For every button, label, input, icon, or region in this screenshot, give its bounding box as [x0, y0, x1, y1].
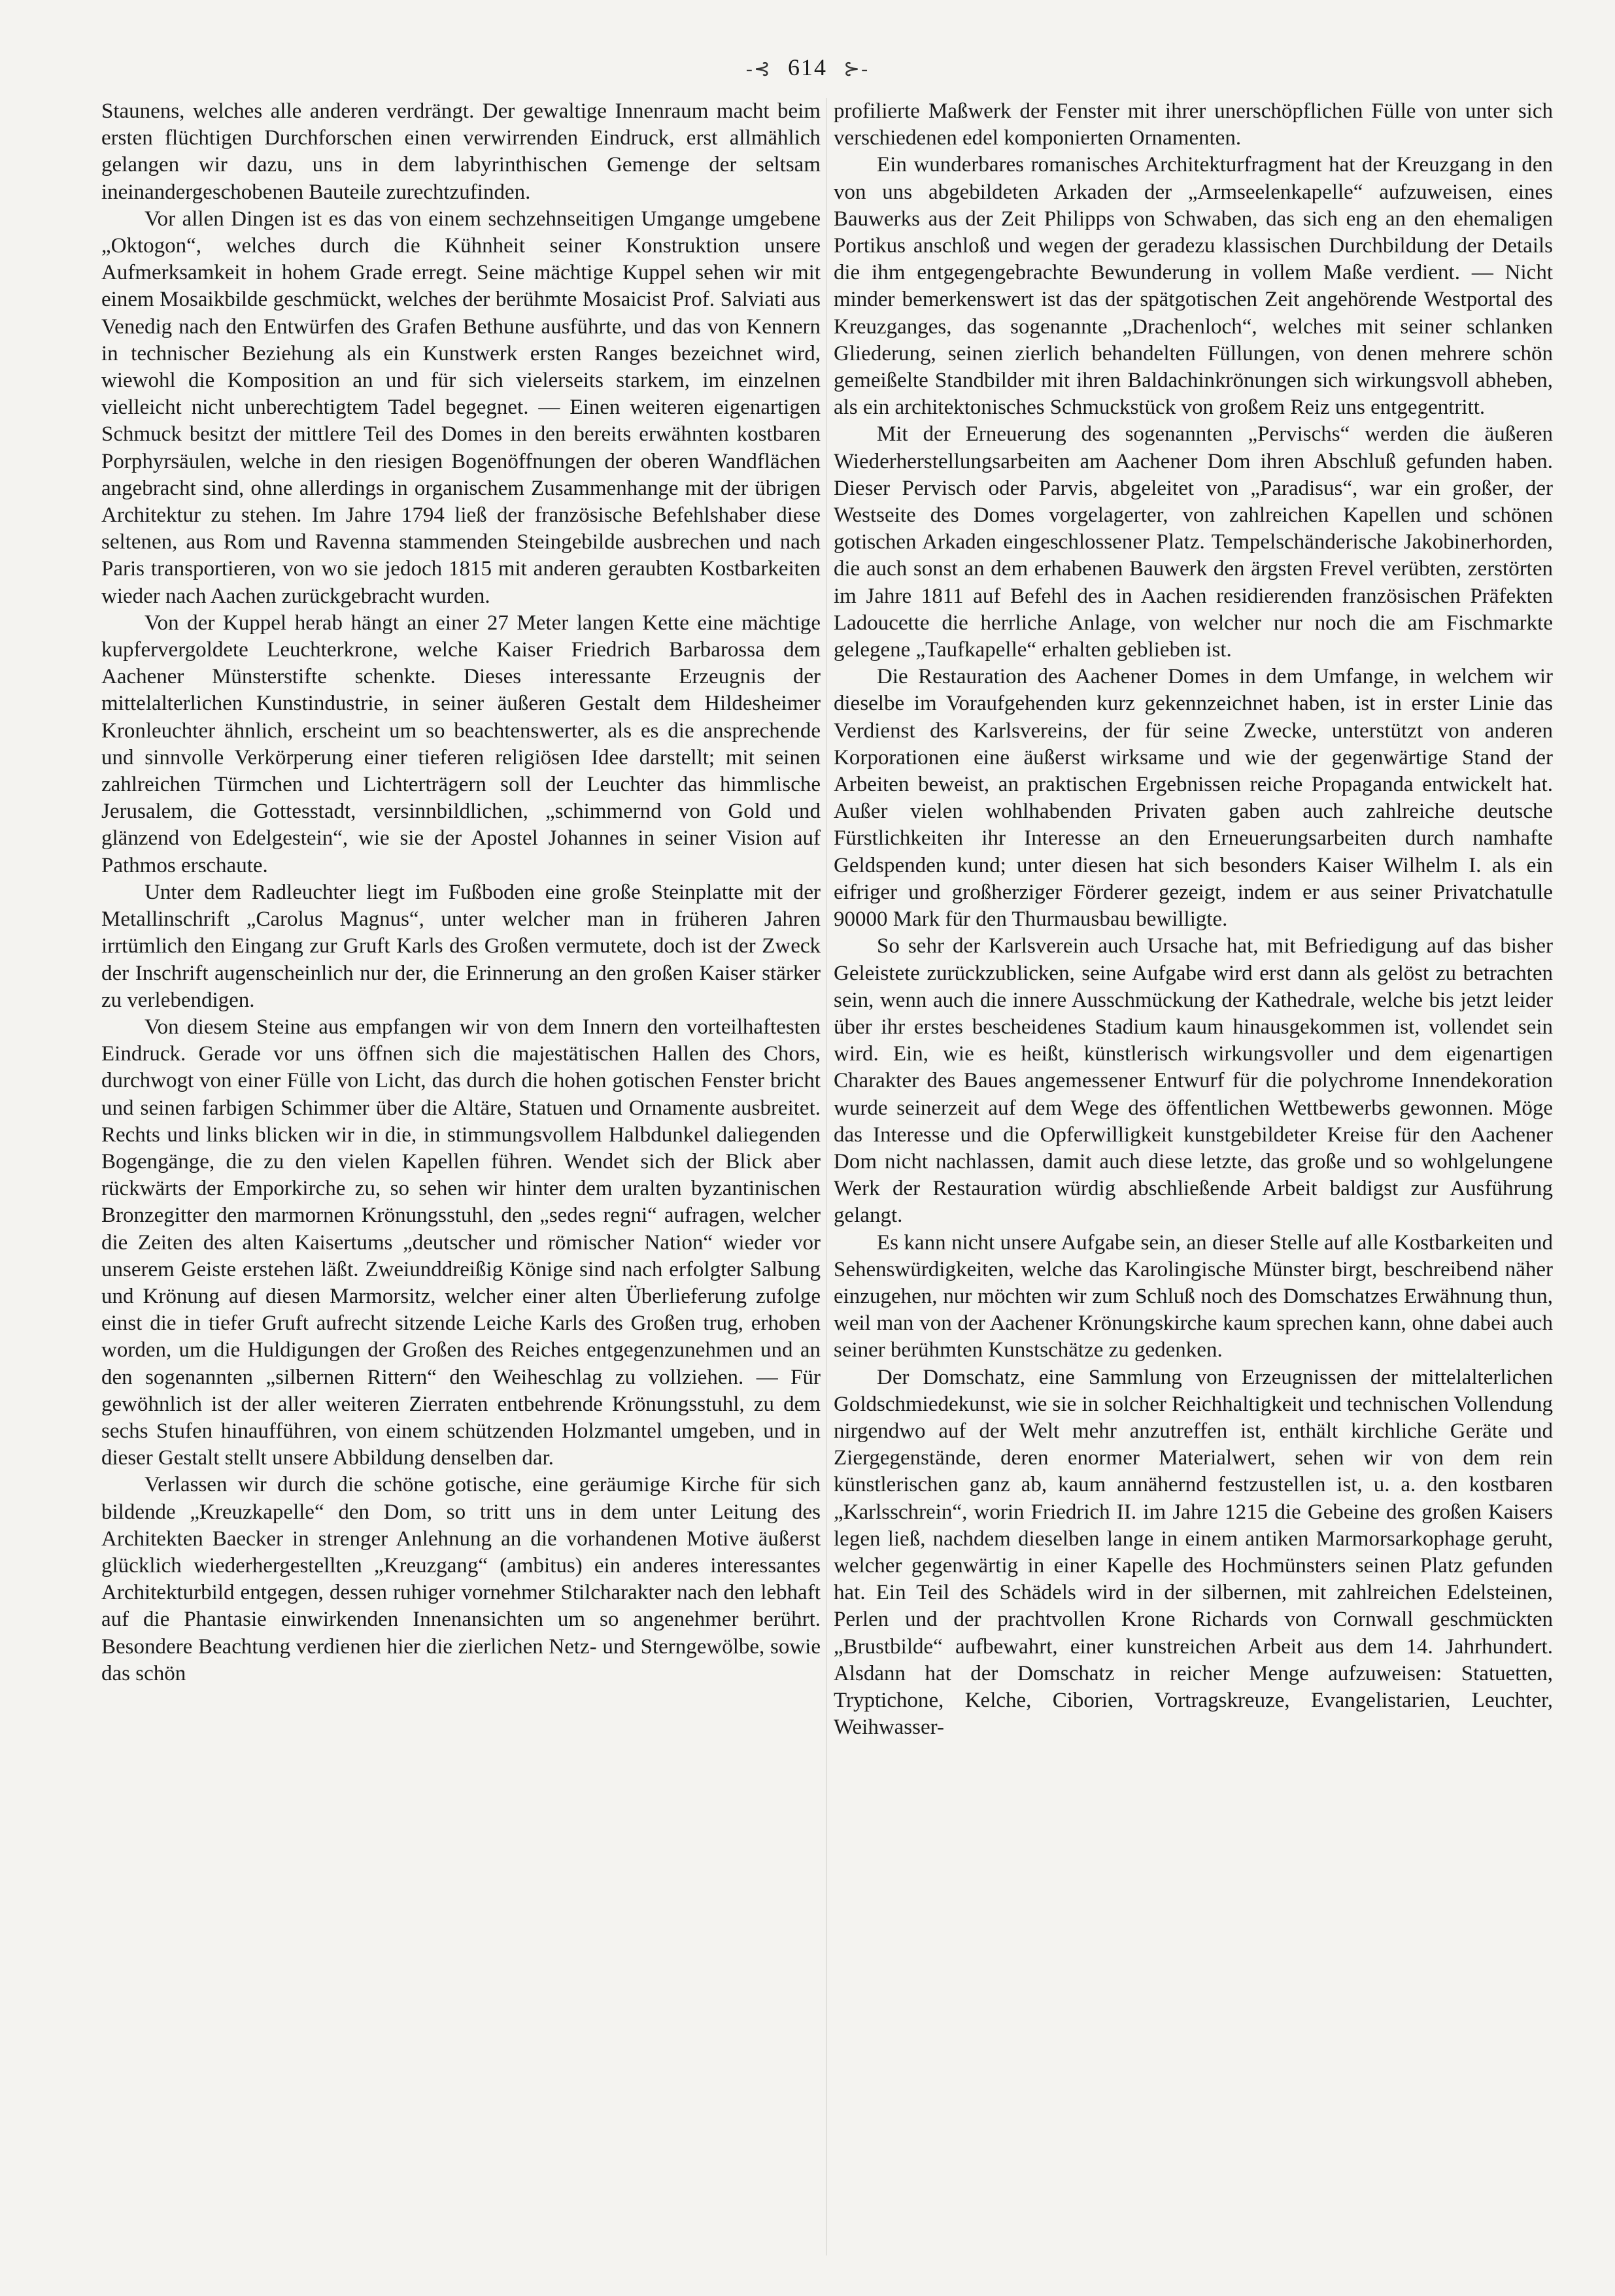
text-column-left [101, 98, 821, 2255]
ornament-right: ⊱- [843, 58, 870, 80]
paragraph: Die Restauration des Aachener Domes in dem Umfange, in welchem wir dieselbe im Voraufgehenden kurz gekennzeichnet haben, ist in erster Linie das Verdienst des Karlsvereins, der für seine Zwecke, unterstützt von anderen Korporationen eine äußerst wirksame und wie der gegenwärtige Stand der Arbeiten beweist, an praktischen Ergebnissen reiche Propaganda entwickelt hat. Außer vielen wohlhabenden Privaten gaben auch zahlreiche deutsche Fürstlichkeiten ihr Interesse an den Erneuerungsarbeiten durch namhafte Geldspenden kund; unter diesen hat sich besonders Kaiser Wilhelm I. als ein eifriger und großherziger Förderer gezeigt, indem er aus seiner Privatchatulle 90000 Mark für den Thurmausbau bewilligte. [834, 665, 1553, 932]
ornament-left: -⊰ [745, 58, 772, 80]
paragraph: Es kann nicht unsere Aufgabe sein, an dieser Stelle auf alle Kostbarkeiten und Sehenswürdigkeiten, welche das Karolingische Münster birgt, beschreibend näher einzugehen, nur möchten wir zum Schluß noch des Domschatzes Erwähnung thun, weil man von der Aachener Krönungskirche kaum sprechen kann, ohne dabei auch seiner berühmten Kunstschätze zu gedenken. [834, 1230, 1553, 1362]
paragraph: Mit der Erneuerung des sogenannten „Pervischs“ werden die äußeren Wiederherstellungsarbeiten am Aachener Dom ihren Abschluß gefunden haben. Dieser Pervisch oder Parvis, abgeleitet von „Paradisus“, war ein großer, der Westseite des Domes vorgelagerter, von zahlreichen Kapellen und schönen gotischen Arkaden eingeschlossener Platz. Tempelschänderische Jakobinerhorden, die auch sonst an dem erhabenen Bauwerk den ärgsten Frevel verübten, zerstörten im Jahre 1811 auf Befehl des in Aachen residierenden französischen Präfekten Ladoucette die herrliche Anlage, von welcher nur noch die am Fischmarkte gelegene „Taufkapelle“ erhalten geblieben ist. [834, 422, 1553, 662]
paragraph: Unter dem Radleuchter liegt im Fußboden eine große Steinplatte mit der Metallinschrift „Carolus Magnus“, unter welcher man in früheren Jahren irrtümlich den Eingang zur Gruft Karls des Großen vermutete, doch ist der Zweck der Inschrift augenscheinlich nur der, die Erinnerung an den großen Kaiser stärker zu verlebendigen. [101, 880, 821, 1012]
paragraph: Ein wunderbares romanisches Architekturfragment hat der Kreuzgang in den von uns abgebildeten Arkaden der „Armseelenkapelle“ aufzuweisen, eines Bauwerks aus der Zeit Philipps von Schwaben, das sich eng an den ehemaligen Portikus anschloß und wegen der geradezu klassischen Durchbildung der Details die ihm entgegengebrachte Bewunderung in vollem Maße verdient. — Nicht minder bemerkenswert ist das der spätgotischen Zeit angehörende Westportal des Kreuzganges, das sogenannte „Drachenloch“, welches mit seiner schlanken Gliederung, seinen zierlich behandelten Füllungen, von denen mehrere schön gemeißelte Standbilder mit ihren Baldachinkrönungen sich wirkungsvoll abheben, als ein architektonisches Schmuckstück von großem Reiz uns entgegentritt. [834, 153, 1553, 420]
paragraph: Der Domschatz, eine Sammlung von Erzeugnissen der mittelalterlichen Goldschmiedekunst, wie sie in solcher Reichhaltigkeit und technischen Vollendung nirgendwo auf der Welt mehr anzutreffen ist, enthält kirchliche Geräte und Ziergegenstände, deren enormer Materialwert, sehen wir von dem rein künstlerischen ganz ab, kaum annähernd festzustellen ist, u. a. den kostbaren „Karlsschrein“, worin Friedrich II. im Jahre 1215 die Gebeine des großen Kaisers legen ließ, nachdem dieselben lange in einem antiken Marmorsarkophage geruht, welcher gegenwärtig in einer Kapelle des Hochmünsters seinen Platz gefunden hat. Ein Teil des Schädels wird in der silbernen, mit zahlreichen Edelsteinen, Perlen und der prachtvollen Krone Richards von Cornwall geschmückten „Brustbilde“ aufbewahrt, einer kunstreichen Arbeit aus dem 14. Jahrhundert. Alsdann hat der Domschatz in reicher Menge aufzuweisen: Statuetten, Tryptichone, Kelche, Ciborien, Vortragskreuze, Evangelistarien, Leuchter, Weihwasser- [834, 1365, 1553, 1740]
page-number: 614 [788, 54, 827, 80]
paragraph: Verlassen wir durch die schöne gotische, eine geräumige Kirche für sich bildende „Kreuzkapelle“ den Dom, so tritt uns in dem unter Leitung des Architekten Baecker in strenger Anlehnung an die vorhandenen Motive äußerst glücklich wiederhergestellten „Kreuzgang“ (ambitus) ein anderes interessantes Architekturbild entgegen, dessen ruhiger vornehmer Stilcharakter nach den lebhaft auf die Phantasie einwirkenden Innenansichten um so angenehmer berührt. Besondere Beachtung verdienen hier die zierlichen Netz- und Sterngewölbe, sowie das schön [101, 1473, 821, 1685]
paragraph: So sehr der Karlsverein auch Ursache hat, mit Befriedigung auf das bisher Geleistete zurückzublicken, seine Aufgabe wird erst dann als gelöst zu betrachten sein, wenn auch die innere Ausschmückung der Kathedrale, welche bis jetzt leider über ihr erstes bescheidenes Stadium kaum hinausgekommen ist, vollendet sein wird. Ein, wie es heißt, künstlerisch wirkungsvoller und dem eigenartigen Charakter des Baues angemessener Entwurf für die polychrome Innendekoration wurde seinerzeit auf dem Wege des öffentlichen Wettbewerbs gewonnen. Möge das Interesse und die Opferwilligkeit kunstgebildeter Kreise für den Aachener Dom nicht nachlassen, damit auch diese letzte, das große und so wohlgelungene Werk der Restauration würdig abschließende Arbeit baldigst zur Ausführung gelangt. [834, 934, 1553, 1228]
paragraph: Von der Kuppel herab hängt an einer 27 Meter langen Kette eine mächtige kupfervergoldete Leuchterkrone, welche Kaiser Friedrich Barbarossa dem Aachener Münsterstifte schenkte. Dieses interessante Erzeugnis der mittelalterlichen Kunstindustrie, in seiner äußeren Gestalt dem Hildesheimer Kronleuchter ähnlich, erscheint um so beachtenswerter, als es die ansprechende und sinnvolle Verkörperung einer tieferen religiösen Idee darstellt; mit seinen zahlreichen Türmchen und Lichterträgern soll der Leuchter das himmlische Jerusalem, die Gottesstadt, versinnbildlichen, „schimmernd von Gold und glänzend von Edelgestein“, wie sie der Apostel Johannes in seiner Vision auf Pathmos erschaute. [101, 611, 821, 877]
page-header [0, 54, 1615, 81]
paragraph: Vor allen Dingen ist es das von einem sechzehnseitigen Umgange umgebene „Oktogon“, welches durch die Kühnheit seiner Konstruktion unsere Aufmerksamkeit in hohem Grade erregt. Seine mächtige Kuppel sehen wir mit einem Mosaikbilde geschmückt, welches der berühmte Mosaicist Prof. Salviati aus Venedig nach den Entwürfen des Grafen Bethune ausführte, und das von Kennern in technischer Beziehung als ein Kunstwerk ersten Ranges bezeichnet wird, wiewohl die Komposition an und für sich vielerseits starkem, im einzelnen vielleicht nicht unberechtigtem Tadel begegnet. — Einen weiteren eigenartigen Schmuck besitzt der mittlere Teil des Domes in den bereits erwähnten kostbaren Porphyrsäulen, welche in den riesigen Bogenöffnungen der oberen Wandflächen angebracht sind, ohne allerdings in organischem Zusammenhange mit der übrigen Architektur zu stehen. Im Jahre 1794 ließ der französische Befehlshaber diese seltenen, aus Rom und Ravenna stammenden Steingebilde ausbrechen und nach Paris transportieren, von wo sie jedoch 1815 mit anderen geraubten Kostbarkeiten wieder nach Aachen zurückgebracht wurden. [101, 207, 821, 608]
paragraph: profilierte Maßwerk der Fenster mit ihrer unerschöpflichen Fülle von unter sich verschiedenen edel komponierten Ornamenten. [834, 99, 1553, 150]
text-column-right [834, 98, 1553, 2255]
paragraph: Von diesem Steine aus empfangen wir von dem Innern den vorteilhaftesten Eindruck. Gerade vor uns öffnen sich die majestätischen Hallen des Chors, durchwogt von einer Fülle von Licht, das durch die hohen gotischen Fenster bricht und seinen farbigen Schimmer über die Altäre, Statuen und Ornamente ausbreitet. Rechts und links blicken wir in die, in stimmungsvollem Halbdunkel daliegenden Bogengänge, die zu den vielen Kapellen führen. Wendet sich der Blick aber rückwärts der Emporkirche zu, so sehen wir hinter dem uralten byzantinischen Bronzegitter den marmornen Krönungsstuhl, den „sedes regni“ aufragen, welcher die Zeiten des alten Kaisertums „deutscher und römischer Nation“ wieder vor unserem Geiste erstehen läßt. Zweiunddreißig Könige sind nach erfolgter Salbung und Krönung auf diesen Marmorsitz, welcher einer alten Überlieferung zufolge einst die in tiefer Gruft aufrecht sitzende Leiche Karls des Großen trug, erhoben worden, um die Huldigungen der Großen des Reiches entgegenzunehmen und an den sogenannten „silbernen Rittern“ den Weiheschlag zu vollziehen. — Für gewöhnlich ist der aller weiteren Zierraten entbehrende Krönungsstuhl, zu dem sechs Stufen hinaufführen, von einem schützenden Holzmantel umgeben, und in dieser Gestalt stellt unsere Abbildung denselben dar. [101, 1015, 821, 1470]
paragraph: Staunens, welches alle anderen verdrängt. Der gewaltige Innenraum macht beim ersten flüchtigen Durchforschen einen verwirrenden Eindruck, erst allmählich gelangen wir dazu, uns in dem labyrinthischen Gemenge der seltsam ineinandergeschobenen Bauteile zurechtzufinden. [101, 99, 821, 204]
